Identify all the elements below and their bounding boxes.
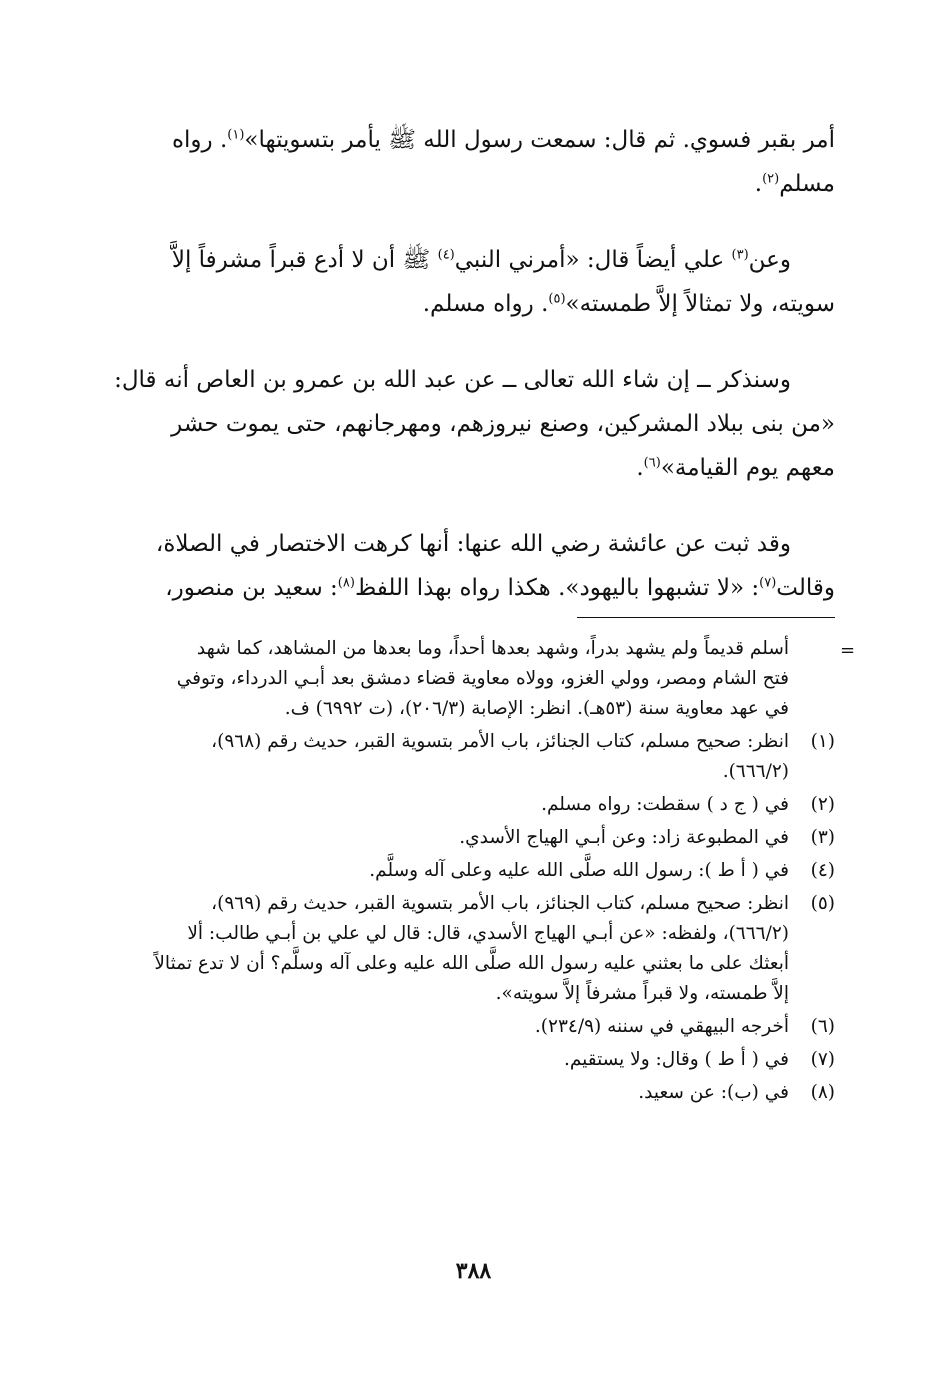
text-span: . رواه مسلم.	[422, 291, 549, 317]
footnote-1	[105, 727, 835, 787]
footnote-ref: (٤)	[437, 247, 455, 263]
continuation-mark: =	[840, 640, 856, 661]
paragraph-1-line-2	[110, 162, 835, 206]
paragraph-3-line-2: «من بنى ببلاد المشركين، وصنع نيروزهم، ومهرجانهم، حتى يموت حشر	[171, 411, 835, 437]
footnote-divider	[577, 617, 835, 618]
footnote-number: (٣)	[810, 827, 835, 848]
footnote-text	[105, 856, 789, 886]
footnote-ref: (٨)	[337, 575, 355, 591]
paragraph-1-line-1	[110, 118, 835, 162]
footnote-text	[105, 889, 789, 1009]
text-span: ﷺ أن لا أدع قبراً مشرفاً إلاَّ	[171, 247, 438, 273]
footnote-text	[105, 1045, 789, 1075]
footnote-ref: (٦)	[643, 455, 661, 471]
footnote-7	[105, 1045, 835, 1075]
footnote-line: في ( أ ط ): رسول الله صلَّى الله عليه وعلى آله وسلَّم.	[369, 860, 789, 881]
footnote-number: (٨)	[810, 1082, 835, 1103]
footnote-line: أخرجه البيهقي في سننه (٢٣٤/٩).	[534, 1016, 789, 1037]
footnote-line: فتح الشام ومصر، وولي الغزو، وولاه معاوية قضاء دمشق بعد أبـي الدرداء، وتوفي	[176, 668, 789, 689]
footnote-line: في ( أ ط ) وقال: ولا يستقيم.	[563, 1049, 789, 1070]
footnote-text	[105, 790, 789, 820]
footnote-ref: (١)	[227, 127, 245, 143]
footnote-number: (٤)	[810, 860, 835, 881]
text-span: علي أيضاً قال: «أمرني النبي	[454, 247, 732, 273]
footnote-number: (٧)	[810, 1049, 835, 1070]
footnote-8	[105, 1078, 835, 1108]
paragraph-3-line-1: وسنذكر ــ إن شاء الله تعالى ــ عن عبد الله بن عمرو بن العاص أنه قال:	[114, 367, 791, 393]
footnote-number: (١)	[810, 731, 835, 752]
text-span: .	[754, 171, 763, 197]
text-span: أمر بقبر فسوي. ثم قال: سمعت رسول الله ﷺ يأمر بتسويتها»	[244, 127, 835, 153]
text-span: .	[636, 455, 644, 481]
footnote-ref: (٥)	[548, 291, 566, 307]
footnotes	[105, 634, 835, 1111]
text-span: . رواه	[171, 127, 228, 153]
text-span: وعن	[748, 247, 791, 273]
main-text	[110, 118, 835, 642]
paragraph-3-line-3	[110, 446, 835, 490]
paragraph-2-line-1	[110, 238, 835, 282]
footnote-line: في (ب): عن سعيد.	[638, 1082, 789, 1103]
footnote-line: (٦٦٦/٢)، ولفظه: «عن أبـي الهياج الأسدي، قال: قال لي علي بن أبـي طالب: ألا	[187, 923, 789, 944]
text-span: وقالت	[776, 575, 835, 601]
footnote-number: (٥)	[810, 893, 835, 914]
footnote-text	[105, 1078, 789, 1108]
footnote-ref: (٧)	[759, 575, 777, 591]
footnote-text	[105, 727, 789, 787]
footnote-line: في عهد معاوية سنة (٥٣هـ). انظر: الإصابة (٢٠٦/٣)، (ت ٦٩٩٢) ف.	[284, 698, 789, 719]
footnote-text	[105, 1012, 789, 1042]
footnote-line: إلاَّ طمسته، ولا قبراً مشرفاً إلاَّ سويته».	[495, 983, 789, 1004]
text-span: معهم يوم القيامة»	[660, 455, 835, 481]
text-span: : سعيد بن منصور،	[165, 575, 338, 601]
paragraph-2-line-2	[110, 282, 835, 326]
footnote-text	[105, 823, 789, 853]
text-span: : «لا تشبهوا باليهود». هكذا رواه بهذا اللفظ	[354, 575, 760, 601]
footnote-number: (٢)	[810, 794, 835, 815]
footnote-ref: (٣)	[731, 247, 749, 263]
footnote-5	[105, 889, 835, 1009]
footnote-number-blank	[789, 634, 835, 724]
footnote-ref: (٢)	[762, 171, 780, 187]
footnote-line: في ( ج د ) سقطت: رواه مسلم.	[541, 794, 789, 815]
footnote-continued	[105, 634, 835, 724]
paragraph-3	[110, 358, 835, 490]
footnote-line: أبعثك على ما بعثني عليه رسول الله صلَّى الله عليه وعلى آله وسلَّم؟ أن لا تدع تمثالاً	[154, 953, 789, 974]
footnote-line: في المطبوعة زاد: وعن أبـي الهياج الأسدي.	[459, 827, 789, 848]
paragraph-1	[110, 118, 835, 206]
footnote-line: (٦٦٦/٢).	[722, 761, 789, 782]
footnote-3	[105, 823, 835, 853]
footnote-line: انظر: صحيح مسلم، كتاب الجنائز، باب الأمر بتسوية القبر، حديث رقم (٩٦٩)،	[211, 893, 789, 914]
text-span: مسلم	[779, 171, 835, 197]
paragraph-4-line-1: وقد ثبت عن عائشة رضي الله عنها: أنها كرهت الاختصار في الصلاة،	[155, 531, 791, 557]
footnote-text	[105, 634, 789, 724]
text-span: سويته، ولا تمثالاً إلاَّ طمسته»	[565, 291, 835, 317]
footnote-number: (٦)	[810, 1016, 835, 1037]
footnote-line: انظر: صحيح مسلم، كتاب الجنائز، باب الأمر بتسوية القبر، حديث رقم (٩٦٨)،	[211, 731, 789, 752]
footnote-line: أسلم قديماً ولم يشهد بدراً، وشهد بعدها أحداً، وما بعدها من المشاهد، كما شهد	[196, 638, 789, 659]
footnote-6	[105, 1012, 835, 1042]
paragraph-2	[110, 238, 835, 326]
paragraph-4-line-2	[110, 566, 835, 610]
footnote-2	[105, 790, 835, 820]
page-number: ٣٨٨	[455, 1258, 492, 1284]
paragraph-4	[110, 522, 835, 610]
footnote-4	[105, 856, 835, 886]
